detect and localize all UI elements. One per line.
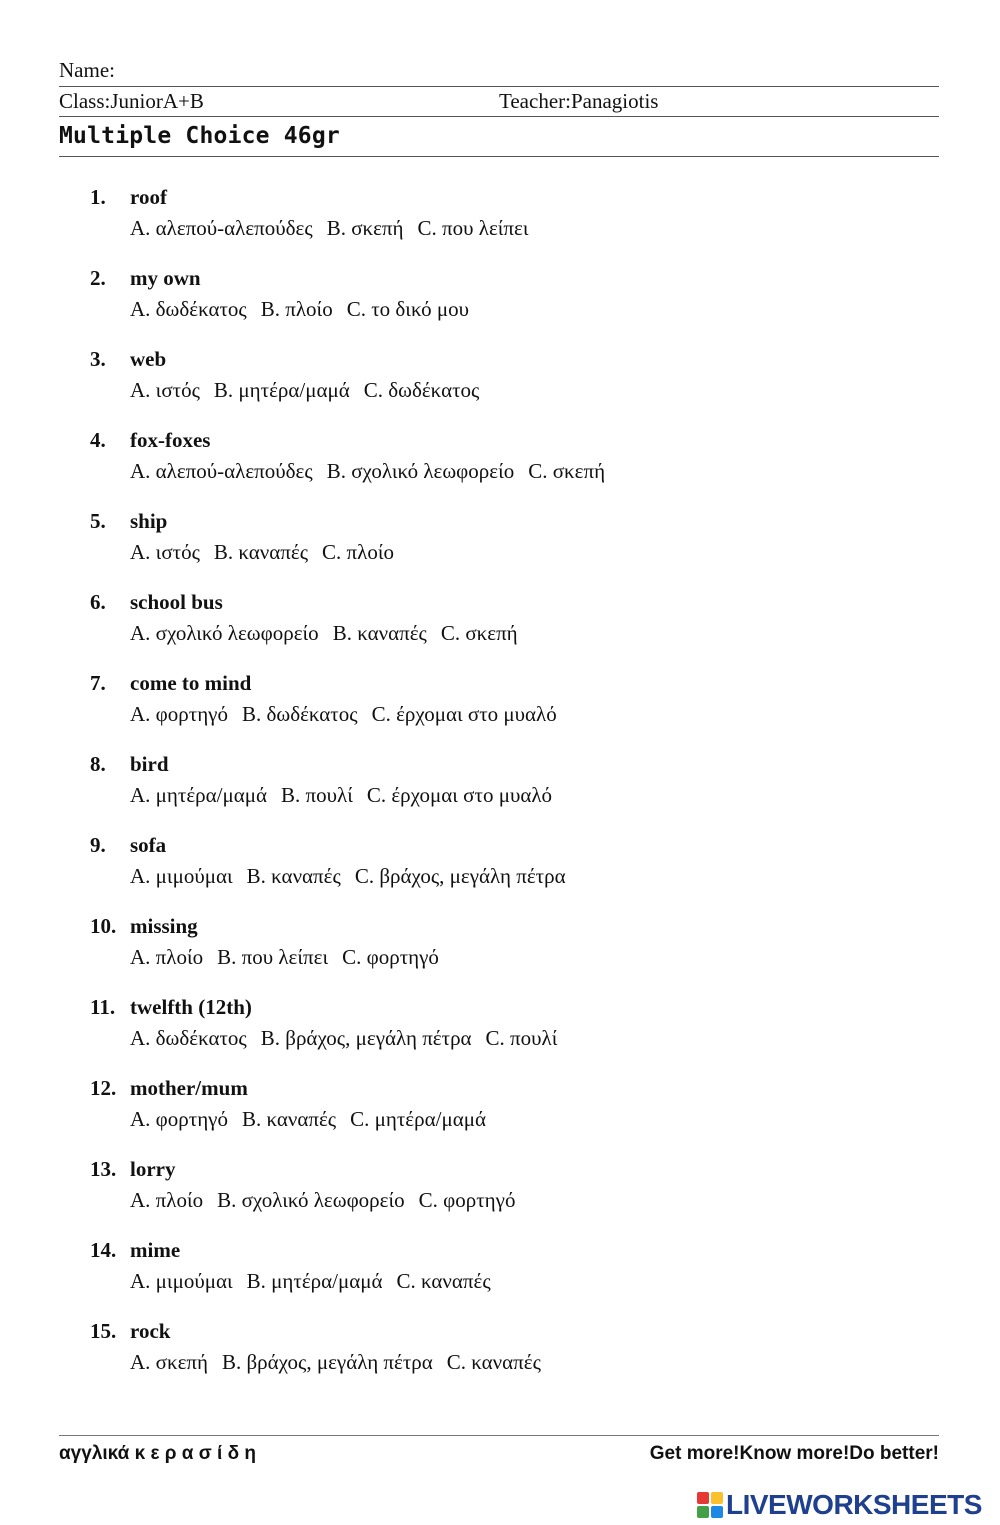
answer-option[interactable]: C. πουλί	[485, 1026, 558, 1050]
question-number: 3.	[90, 347, 106, 371]
question-number: 8.	[90, 752, 106, 776]
answer-option[interactable]: B. μητέρα/μαμά	[246, 1269, 383, 1293]
question-item	[0, 347, 1000, 428]
answer-option[interactable]: B. σχολικό λεωφορείο	[326, 459, 515, 483]
answer-option[interactable]: B. καναπές	[332, 621, 427, 645]
question-item	[0, 185, 1000, 266]
header-divider-top	[59, 86, 939, 87]
question-word: web	[130, 347, 167, 371]
answer-option[interactable]: A. πλοίο	[130, 1188, 204, 1212]
question-number: 2.	[90, 266, 106, 290]
page-title: Multiple Choice 46gr	[59, 123, 340, 149]
question-item	[0, 590, 1000, 671]
answer-options	[130, 1188, 529, 1213]
liveworksheets-brand[interactable]	[697, 1488, 982, 1522]
footer-divider	[59, 1435, 939, 1436]
question-word: bird	[130, 752, 169, 776]
question-word: ship	[130, 509, 168, 533]
liveworksheets-logo-icon	[697, 1492, 723, 1518]
answer-options	[130, 1269, 505, 1294]
answer-option[interactable]: C. μητέρα/μαμά	[350, 1107, 486, 1131]
answer-options	[130, 702, 571, 727]
answer-option[interactable]: A. δωδέκατος	[130, 1026, 247, 1050]
answer-option[interactable]: B. πουλί	[281, 783, 353, 807]
answer-option[interactable]: A. μιμούμαι	[130, 1269, 233, 1293]
question-list	[0, 185, 1000, 1400]
question-word: school bus	[130, 590, 223, 614]
answer-option[interactable]: A. φορτηγό	[130, 1107, 228, 1131]
answer-options	[130, 1350, 555, 1375]
question-number: 1.	[90, 185, 106, 209]
answer-option[interactable]: C. δωδέκατος	[363, 378, 480, 402]
question-word: rock	[130, 1319, 171, 1343]
question-word: my own	[130, 266, 201, 290]
question-item	[0, 1319, 1000, 1400]
answer-option[interactable]: A. πλοίο	[130, 945, 204, 969]
title-divider	[59, 156, 939, 157]
question-number: 14.	[90, 1238, 117, 1262]
question-number: 6.	[90, 590, 106, 614]
question-item	[0, 1157, 1000, 1238]
question-number: 13.	[90, 1157, 117, 1181]
answer-option[interactable]: B. μητέρα/μαμά	[213, 378, 350, 402]
question-number: 15.	[90, 1319, 117, 1343]
answer-option[interactable]: C. έρχομαι στο μυαλό	[371, 702, 557, 726]
answer-option[interactable]: C. φορτηγό	[342, 945, 439, 969]
question-number: 4.	[90, 428, 106, 452]
question-item	[0, 995, 1000, 1076]
question-number: 9.	[90, 833, 106, 857]
answer-options	[130, 864, 580, 889]
answer-option[interactable]: B. σκεπή	[326, 216, 404, 240]
name-label: Name:	[59, 58, 115, 82]
question-word: twelfth (12th)	[130, 995, 252, 1019]
answer-option[interactable]: B. καναπές	[213, 540, 309, 564]
teacher-label: Teacher:Panagiotis	[499, 89, 659, 113]
question-item	[0, 914, 1000, 995]
brand-name: LIVEWORKSHEETS	[726, 1489, 982, 1520]
question-item	[0, 671, 1000, 752]
question-number: 10.	[90, 914, 117, 938]
answer-option[interactable]: B. δωδέκατος	[241, 702, 358, 726]
question-number: 5.	[90, 509, 106, 533]
answer-options	[130, 459, 619, 484]
answer-options	[130, 378, 493, 403]
question-word: lorry	[130, 1157, 176, 1181]
answer-option[interactable]: B. πλοίο	[260, 297, 333, 321]
answer-options	[130, 216, 543, 241]
answer-option[interactable]: A. μιμούμαι	[130, 864, 233, 888]
answer-option[interactable]: A. σχολικό λεωφορείο	[130, 621, 319, 645]
question-item	[0, 833, 1000, 914]
answer-option[interactable]: C. βράχος, μεγάλη πέτρα	[354, 864, 566, 888]
question-number: 11.	[90, 995, 116, 1019]
question-item	[0, 752, 1000, 833]
question-word: mime	[130, 1238, 181, 1262]
footer-left-text: αγγλικά κ ε ρ α σ ί δ η	[59, 1443, 256, 1464]
answer-option[interactable]: B. βράχος, μεγάλη πέτρα	[221, 1350, 433, 1374]
answer-option[interactable]: A. δωδέκατος	[130, 297, 247, 321]
question-item	[0, 1076, 1000, 1157]
answer-option[interactable]: B. που λείπει	[217, 945, 329, 969]
answer-option[interactable]: A. αλεπού-αλεπούδες	[130, 216, 313, 240]
answer-option[interactable]: C. φορτηγό	[418, 1188, 516, 1212]
answer-options	[130, 297, 483, 322]
answer-option[interactable]: C. καναπές	[446, 1350, 541, 1374]
answer-option[interactable]: A. ιστός	[130, 378, 200, 402]
class-label: Class:JuniorA+B	[59, 89, 204, 113]
question-word: come to mind	[130, 671, 252, 695]
answer-option[interactable]: B. καναπές	[241, 1107, 337, 1131]
answer-option[interactable]: A. αλεπού-αλεπούδες	[130, 459, 313, 483]
question-word: mother/mum	[130, 1076, 248, 1100]
question-word: roof	[130, 185, 167, 209]
question-word: sofa	[130, 833, 167, 857]
answer-option[interactable]: C. το δικό μου	[346, 297, 469, 321]
question-word: fox-foxes	[130, 428, 211, 452]
answer-option[interactable]: B. βράχος, μεγάλη πέτρα	[260, 1026, 472, 1050]
answer-option[interactable]: C. σκεπή	[440, 621, 518, 645]
answer-options	[130, 540, 408, 565]
header-divider-middle	[59, 116, 939, 117]
footer-slogan: Get more!Know more!Do better!	[649, 1443, 939, 1464]
question-number: 12.	[90, 1076, 117, 1100]
question-number: 7.	[90, 671, 106, 695]
question-item	[0, 428, 1000, 509]
answer-option[interactable]: B. καναπές	[246, 864, 341, 888]
answer-option[interactable]: A. ιστός	[130, 540, 200, 564]
answer-options	[130, 1107, 500, 1132]
answer-option[interactable]: A. φορτηγό	[130, 702, 228, 726]
answer-options	[130, 621, 532, 646]
answer-option[interactable]: C. που λείπει	[417, 216, 529, 240]
answer-option[interactable]: A. σκεπή	[130, 1350, 208, 1374]
question-item	[0, 509, 1000, 590]
answer-option[interactable]: A. μητέρα/μαμά	[130, 783, 268, 807]
answer-option[interactable]: B. σχολικό λεωφορείο	[217, 1188, 405, 1212]
answer-options	[130, 1026, 571, 1051]
answer-option[interactable]: C. σκεπή	[528, 459, 606, 483]
answer-option[interactable]: C. καναπές	[396, 1269, 491, 1293]
question-word: missing	[130, 914, 198, 938]
question-item	[0, 1238, 1000, 1319]
answer-options	[130, 945, 453, 970]
answer-option[interactable]: C. έρχομαι στο μυαλό	[366, 783, 553, 807]
answer-option[interactable]: C. πλοίο	[322, 540, 394, 564]
answer-options	[130, 783, 566, 808]
question-item	[0, 266, 1000, 347]
